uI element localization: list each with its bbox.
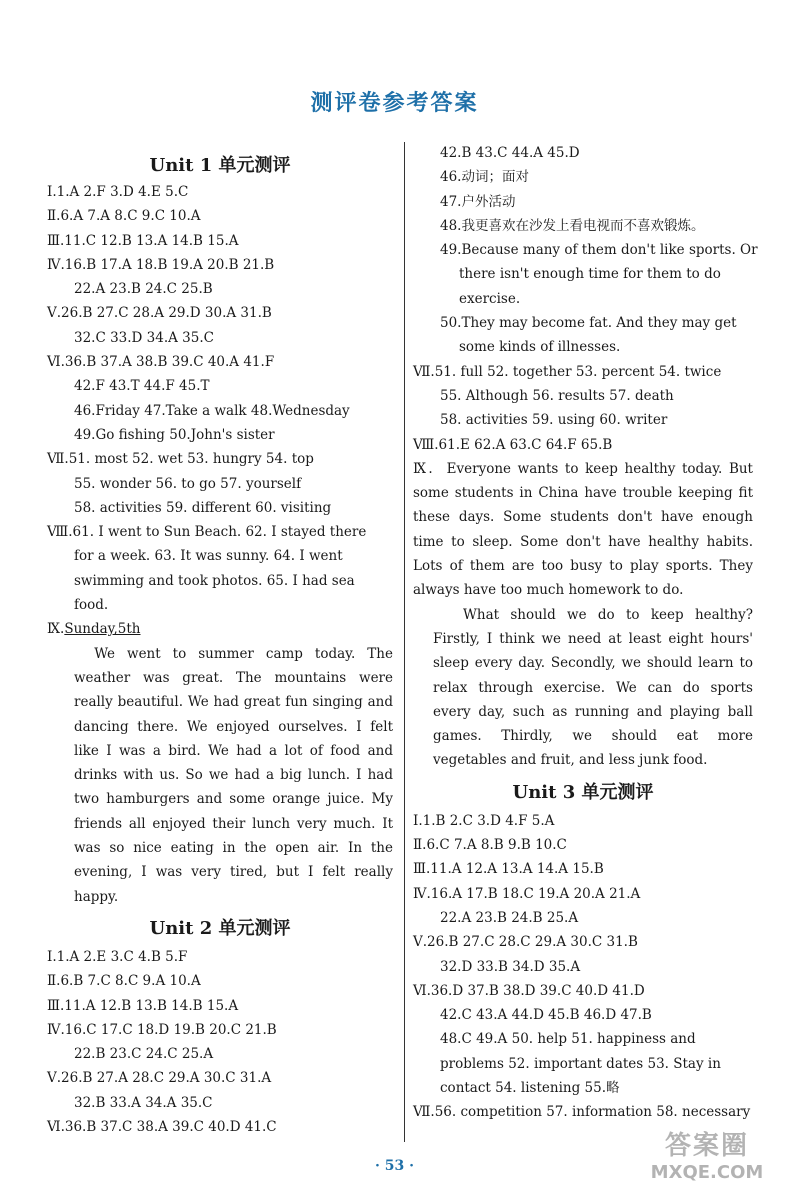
u2-answer-line: 47.户外活动: [440, 193, 516, 210]
u3-answer-line: Ⅱ.6.C 7.A 8.B 9.B 10.C: [413, 837, 567, 854]
left-column: [47, 152, 393, 1139]
u1-answer-line: Ⅵ.36.B 37.A 38.B 39.C 40.A 41.F: [47, 354, 275, 371]
u2-answer-line: some kinds of illnesses.: [459, 339, 621, 356]
u1-answer-line: 49.Go fishing 50.John's sister: [74, 426, 275, 443]
u1-answer-line: Ⅳ.16.B 17.A 18.B 19.A 20.B 21.B: [47, 256, 275, 273]
u2-answer-line: exercise.: [459, 290, 521, 307]
u2-answer-line: Ⅱ.6.B 7.C 8.C 9.A 10.A: [47, 973, 201, 990]
page-number: · 53 ·: [375, 1158, 414, 1174]
u3-answer-line: Ⅳ.16.A 17.B 18.C 19.A 20.A 21.A: [413, 885, 641, 902]
u3-answer-line: Ⅰ.1.B 2.C 3.D 4.F 5.A: [413, 812, 555, 829]
u2-answer-line: 46.动词；面对: [440, 169, 529, 186]
unit2-heading: Unit 2 单元测评: [149, 917, 291, 939]
u1-sample-essay: We went to summer camp today. The weather was great. The mountains were really beautiful. We had great fun singing and dancing there. We enjoyed ourselves. I felt like I was a bird. We had a lot of food and drinks with us. So we had a big lunch. I had two hamburgers and some orange juice. My friends all enjoyed their lunch very much. It was so nice eating in the open air. In the evening, I was very tired, but I felt really happy.: [74, 645, 393, 905]
u3-answer-line: Ⅵ.36.D 37.B 38.D 39.C 40.D 41.D: [413, 982, 645, 999]
watermark-url: MXQE.COM: [650, 1162, 764, 1183]
section-numeral: Ⅸ.: [47, 621, 65, 638]
u1-answer-line: food.: [74, 597, 109, 614]
u3-answer-line: 32.D 33.B 34.D 35.A: [440, 958, 581, 975]
u2-answer-line: 48.我更喜欢在沙发上看电视而不喜欢锻炼。: [440, 217, 705, 234]
u1-answer-line: Ⅰ.1.A 2.F 3.D 4.E 5.C: [47, 184, 189, 200]
watermark-logo: [637, 1130, 777, 1192]
u1-answer-line: Ⅷ.61. I went to Sun Beach. 62. I stayed there: [47, 524, 367, 541]
right-column: [413, 141, 758, 1125]
u2-answer-line: 42.B 43.C 44.A 45.D: [440, 145, 580, 161]
u1-answer-line: for a week. 63. It was sunny. 64. I went: [74, 548, 343, 565]
u2-sample-essay-p2: What should we do to keep healthy? Firstly, I think we need at least eight hours' sleep every day. Secondly, we should learn to relax through exercise. We can do sports every day, such as running and playing ball games. Thirdly, we should eat more vegetables and fruit, and less junk food.: [433, 606, 753, 769]
u1-answer-line: Ⅴ.26.B 27.C 28.A 29.D 30.A 31.B: [47, 305, 272, 322]
u1-answer-line: Ⅱ.6.A 7.A 8.C 9.C 10.A: [47, 208, 201, 225]
u3-answer-line: problems 52. important dates 53. Stay in: [440, 1055, 721, 1072]
u2-answer-line: Ⅰ.1.A 2.E 3.C 4.B 5.F: [47, 948, 188, 965]
essay-paragraph-text: Everyone wants to keep healthy today. But some students in China have trouble keeping fit these days. Some students don't have enough time to sleep. Some don't have healthy habits. Lots of them are too busy to play sports. They always have too much homework to do.: [413, 460, 753, 599]
watermark-title: 答案圈: [664, 1131, 749, 1161]
u1-answer-line: Ⅶ.51. most 52. wet 53. hungry 54. top: [47, 451, 314, 468]
unit1-heading: Unit 1 单元测评: [149, 155, 291, 176]
u2-answer-line: 50.They may become fat. And they may get: [440, 315, 737, 332]
u1-answer-line: 32.C 33.D 34.A 35.C: [74, 329, 214, 346]
u1-answer-line: swimming and took photos. 65. I had sea: [74, 572, 355, 589]
u2-answer-line: Ⅶ.51. full 52. together 53. percent 54. twice: [413, 363, 722, 380]
u3-answer-line: Ⅲ.11.A 12.A 13.A 14.A 15.B: [413, 861, 604, 878]
u2-answer-line: 58. activities 59. using 60. writer: [440, 412, 668, 429]
u2-answer-line: Ⅵ.36.B 37.C 38.A 39.C 40.D 41.C: [47, 1118, 277, 1135]
page-title: 测评卷参考答案: [310, 91, 479, 116]
u2-answer-line: there isn't enough time for them to do: [459, 266, 721, 283]
u2-answer-line: 55. Although 56. results 57. death: [440, 387, 674, 404]
u3-answer-line: Ⅴ.26.B 27.C 28.C 29.A 30.C 31.B: [413, 934, 638, 951]
u3-answer-line: 48.C 49.A 50. help 51. happiness and: [440, 1031, 696, 1048]
u2-answer-line: Ⅲ.11.A 12.B 13.B 14.B 15.A: [47, 997, 239, 1014]
u3-answer-line: Ⅶ.56. competition 57. information 58. necessary: [413, 1104, 751, 1121]
u1-answer-line: 55. wonder 56. to go 57. yourself: [74, 475, 302, 492]
u2-answer-line: Ⅳ.16.C 17.C 18.D 19.B 20.C 21.B: [47, 1021, 277, 1038]
u2-answer-line: 22.B 23.C 24.C 25.A: [74, 1046, 214, 1063]
u1-answer-line: 42.F 43.T 44.F 45.T: [74, 378, 210, 395]
u3-answer-line: 22.A 23.B 24.B 25.A: [440, 909, 579, 926]
u1-answer-line: 22.A 23.B 24.C 25.B: [74, 281, 213, 298]
u2-sample-essay-p1: [413, 457, 753, 603]
u2-answer-line: 49.Because many of them don't like sports. Or: [440, 242, 758, 259]
diary-date: Sunday,5th: [64, 621, 141, 638]
section-numeral: Ⅸ.: [413, 460, 433, 477]
u2-answer-line: Ⅴ.26.B 27.A 28.C 29.A 30.C 31.A: [47, 1070, 272, 1087]
u2-answer-line: Ⅷ.61.E 62.A 63.C 64.F 65.B: [413, 436, 613, 453]
u1-answer-line: Ⅲ.11.C 12.B 13.A 14.B 15.A: [47, 232, 239, 249]
column-divider: [404, 142, 405, 1142]
u3-answer-line: 42.C 43.A 44.D 45.B 46.D 47.B: [440, 1007, 652, 1024]
u2-answer-line: 32.B 33.A 34.A 35.C: [74, 1094, 213, 1111]
u1-answer-line: 46.Friday 47.Take a walk 48.Wednesday: [74, 402, 350, 419]
u1-answer-line: 58. activities 59. different 60. visiting: [74, 499, 332, 516]
u3-answer-line: contact 54. listening 55.略: [440, 1079, 620, 1096]
u1-writing-label: [47, 617, 393, 641]
unit3-heading: Unit 3 单元测评: [512, 781, 654, 803]
